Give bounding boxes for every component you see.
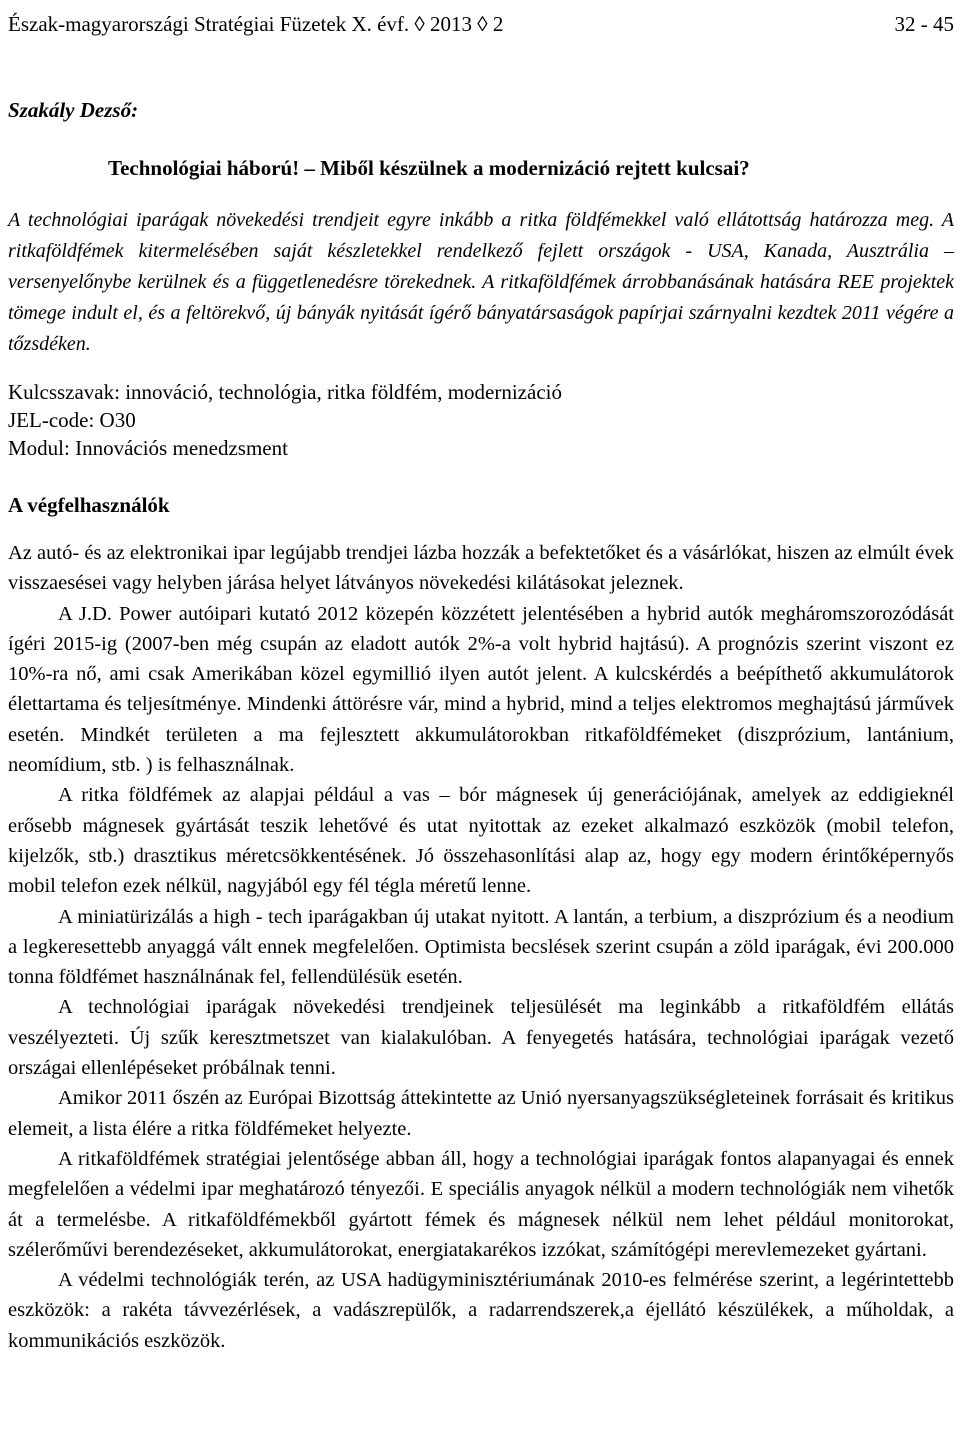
paragraph: A ritka földfémek az alapjai például a vas – bór mágnesek új generációjának, amelyek az eddigieknél erősebb mágnesek gyártását teszik lehetővé és utat nyitottak az ezeket alkalmazó eszközök (mobil telefon, kijelzők, stb.) drasztikus méretcsökkentésének. Jó összehasonlítási alap az, hogy egy modern érintőképernyős mobil telefon ezek nélkül, nagyjából egy fél tégla méretű lenne. xyxy=(8,784,954,898)
paragraph: A J.D. Power autóipari kutató 2012 közepén közzétett jelentésében a hybrid autók megháromszorozódását ígéri 2015-ig (2007-ben még csupán az eladott autók 2%-a volt hybrid hajtású). A prognózis szerint viszont ez 10%-ra nő, ami csak Amerikában közel egymillió ilyen autót jelent. A kulcskérdés a beépíthető akkumulátorok élettartama és teljesítménye. Mindenki áttörésre vár, mind a hybrid, mind a teljes elektromos meghajtású járművek esetén. Mindkét területen a ma fejlesztett akkumulátorokban ritkaföldfémeket (diszprózium, lantánium, neomídium, stb. ) is felhasználnak. xyxy=(8,602,954,777)
paragraph: Amikor 2011 őszén az Európai Bizottság áttekintette az Unió nyersanyagszükségleteinek forrásait és kritikus elemeit, a lista élére a ritka földfémeket helyezte. xyxy=(8,1087,954,1140)
paragraph: A miniatürizálás a high - tech iparágakban új utakat nyitott. A lantán, a terbium, a diszprózium és a neodium a legkeresettebb anyaggá vált ennek megfelelően. Optimista becslések szerint csupán a zöld iparágak, évi 200.000 tonna földfémet használnának fel, fellendülésük esetén. xyxy=(8,905,954,989)
module: Modul: Innovációs menedzsment xyxy=(8,436,288,460)
abstract: A technológiai iparágak növekedési trendjeit egyre inkább a ritka földfémekkel való ellátottság határozza meg. A ritkaföldfémek kitermelésében saját készletekkel rendelkező fejlett országok - USA, Kanada, Ausztrália – versenyelőnybe kerülnek és a függetlenedésre törekednek. A ritkaföldfémek árrobbanásának hatására REE projektek tömege indult el, és a feltörekvő, új bányák nyitását ígérő bányatársaságok papírjai szárnyalni kezdtek 2011 végére a tőzsdéken. xyxy=(8,209,954,355)
paragraph: A védelmi technológiák terén, az USA hadügyminisztériumának 2010-es felmérése szerint, a legérintettebb eszközök: a rakéta távvezérlések, a vadászrepülők, a radarrendszerek,a éjellátó készülékek, a műholdak, a kommunikációs eszközök. xyxy=(8,1269,954,1352)
page-range: 32 - 45 xyxy=(894,12,954,36)
article-title: Technológiai háború! – Miből készülnek a modernizáció rejtett kulcsai? xyxy=(108,156,750,180)
body-text xyxy=(8,538,954,1356)
paragraph: A technológiai iparágak növekedési trendjeinek teljesülését ma leginkább a ritkaföldfém ellátás veszélyezteti. Új szűk keresztmetszet van kialakulóban. A fenyegetés hatására, technológiai iparágak vezető országai ellenlépéseket próbálnak tenni. xyxy=(8,996,954,1080)
jel-code: JEL-code: O30 xyxy=(8,408,136,432)
journal-citation: Észak-magyarországi Stratégiai Füzetek X. évf. ◊ 2013 ◊ 2 xyxy=(8,12,504,36)
paragraph: Az autó- és az elektronikai ipar legújabb trendjei lázba hozzák a befektetőket és a vásárlókat, hiszen az elmúlt évek visszaesései vagy helyben járása helyet látványos növekedési kilátásokat jeleznek. xyxy=(8,542,954,595)
article-metadata xyxy=(8,378,562,462)
author-name: Szakály Dezső: xyxy=(8,98,139,122)
keywords: Kulcsszavak: innováció, technológia, ritka földfém, modernizáció xyxy=(8,380,562,404)
paragraph: A ritkaföldfémek stratégiai jelentősége abban áll, hogy a technológiai iparágak fontos alapanyagai és ennek megfelelően a védelmi ipar meghatározó tényezői. E speciális anyagok nélkül a modern technológiák nem vihetők át a termelésbe. A ritkaföldfémekből gyártott fémek és mágnesek nélkül nem lehet például monitorokat, szélerőművi berendezéseket, akkumulátorokat, energiatakarékos izzókat, számítógépi merevlemezeket gyártani. xyxy=(8,1147,954,1261)
running-header xyxy=(8,8,954,40)
section-heading: A végfelhasználók xyxy=(8,493,170,517)
